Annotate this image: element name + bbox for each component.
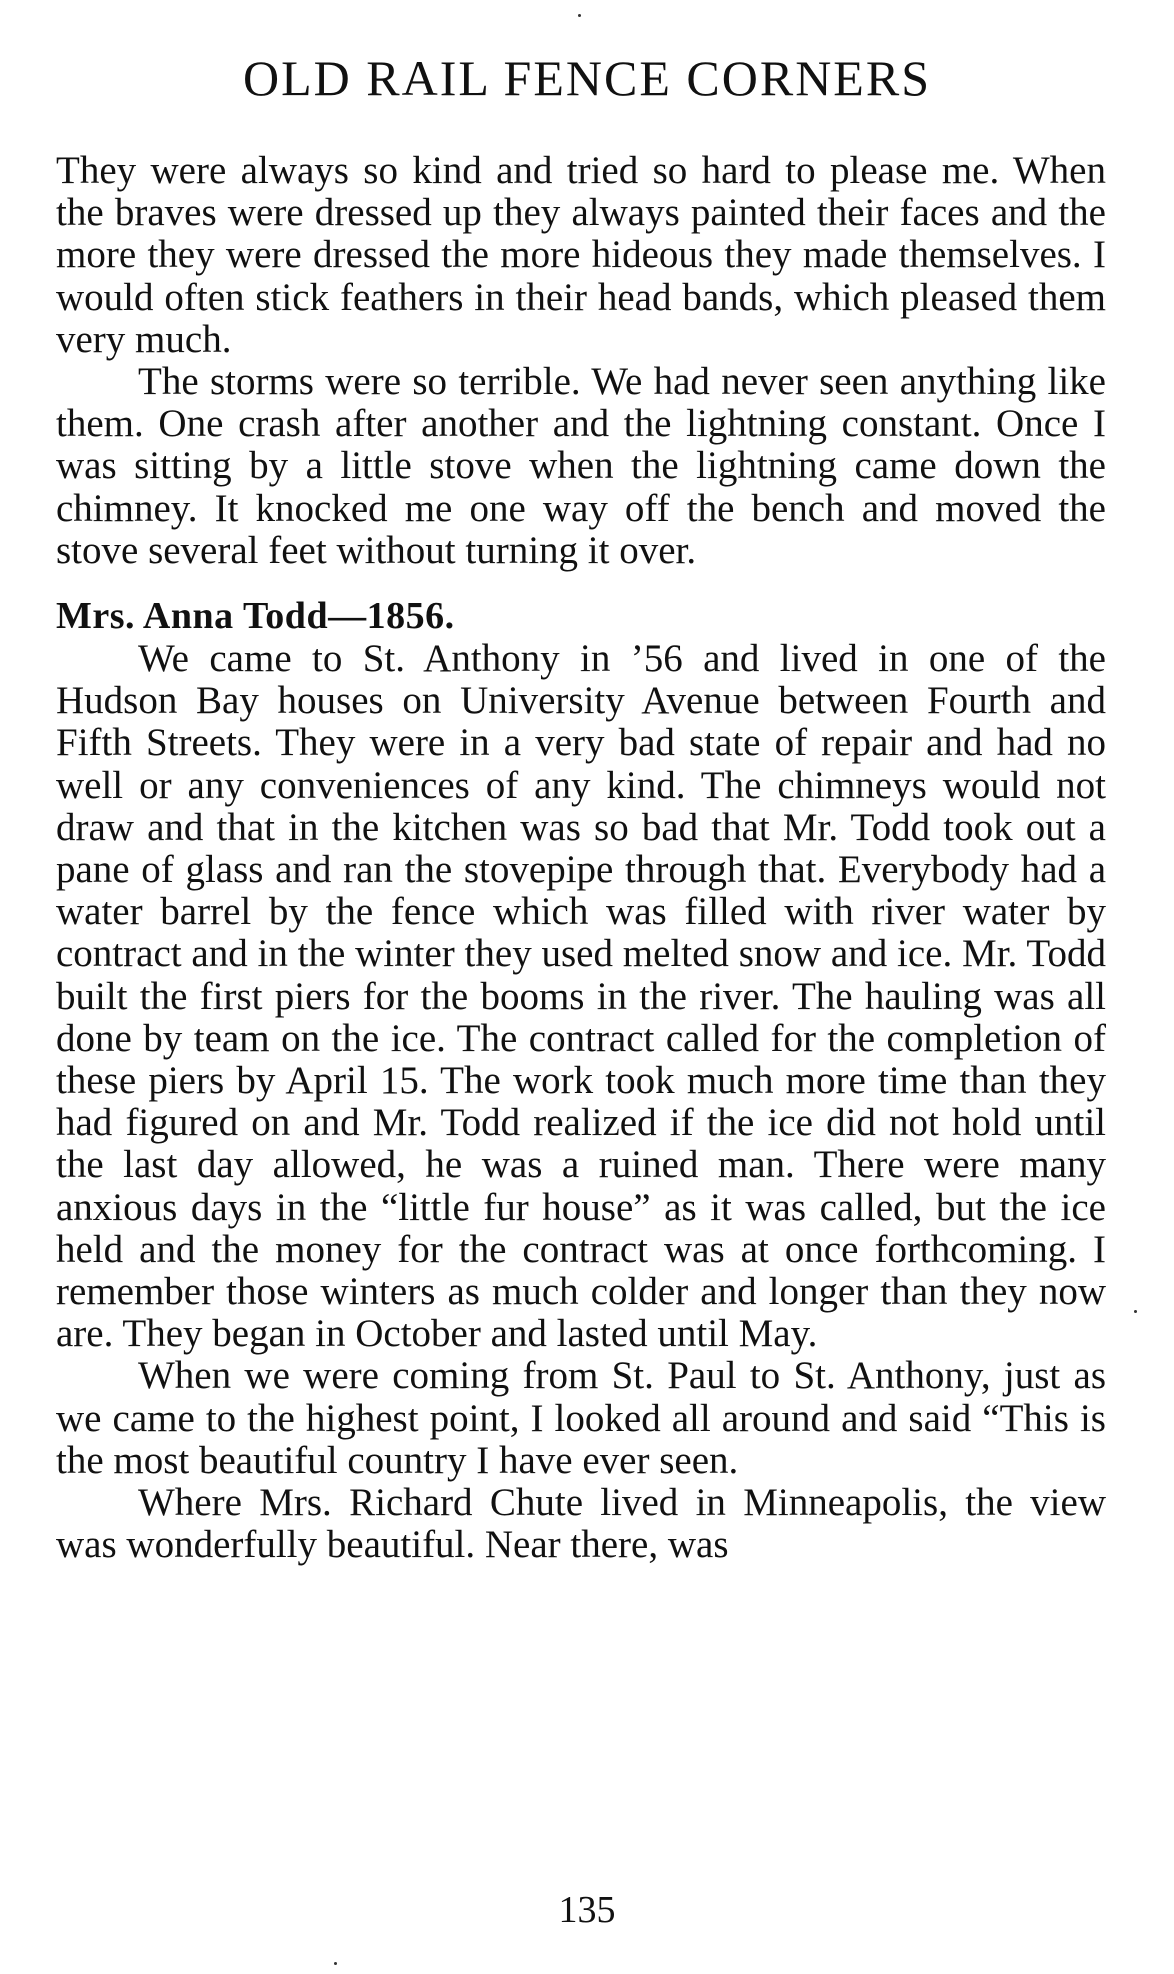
paragraph-richard-chute: Where Mrs. Richard Chute lived in Minneapolis, the view was wonderfully beautiful. Near there, was xyxy=(56,1481,1106,1567)
paragraph-kindness: They were always so kind and tried so hard to please me. When the braves were dressed up they always painted their faces and the more they were dressed the more hideous they made themselves. I would often stick feathers in their head bands, which pleased them very much. xyxy=(56,149,1106,361)
paragraph-beautiful-country: When we were coming from St. Paul to St. Anthony, just as we came to the highest point, I looked all around and said “This is the most beautiful country I have ever seen. xyxy=(56,1354,1106,1482)
section-heading-anna-todd: Mrs. Anna Todd—1856. xyxy=(56,595,455,638)
print-speck xyxy=(1134,1310,1137,1313)
print-speck xyxy=(578,14,581,17)
running-head: OLD RAIL FENCE CORNERS xyxy=(242,50,932,106)
print-speck xyxy=(334,1962,337,1965)
body-text xyxy=(56,150,1106,1567)
page-number: 135 xyxy=(558,1889,616,1931)
paragraph-storms: The storms were so terrible. We had never seen anything like them. One crash after another and the lightning constant. Once I was sitting by a little stove when the lightning came down the chimney. It knocked me one way off the bench and moved the stove several feet without turning it over. xyxy=(56,360,1106,572)
paragraph-st-anthony: We came to St. Anthony in ’56 and lived in one of the Hudson Bay houses on University Avenue between Fourth and Fifth Streets. They were in a very bad state of repair and had no well or any conveniences of any kind. The chimneys would not draw and that in the kitchen was so bad that Mr. Todd took out a pane of glass and ran the stovepipe through that. Everybody had a water barrel by the fence which was filled with river water by contract and in the winter they used melted snow and ice. Mr. Todd built the first piers for the booms in the river. The hauling was all done by team on the ice. The contract called for the completion of these piers by April 15. The work took much more time than they had figured on and Mr. Todd realized if the ice did not hold until the last day allowed, he was a ruined man. There were many anxious days in the “little fur house” as it was called, but the ice held and the money for the contract was at once forthcoming. I remember those winters as much colder and longer than they now are. They began in October and lasted until May. xyxy=(56,637,1106,1356)
